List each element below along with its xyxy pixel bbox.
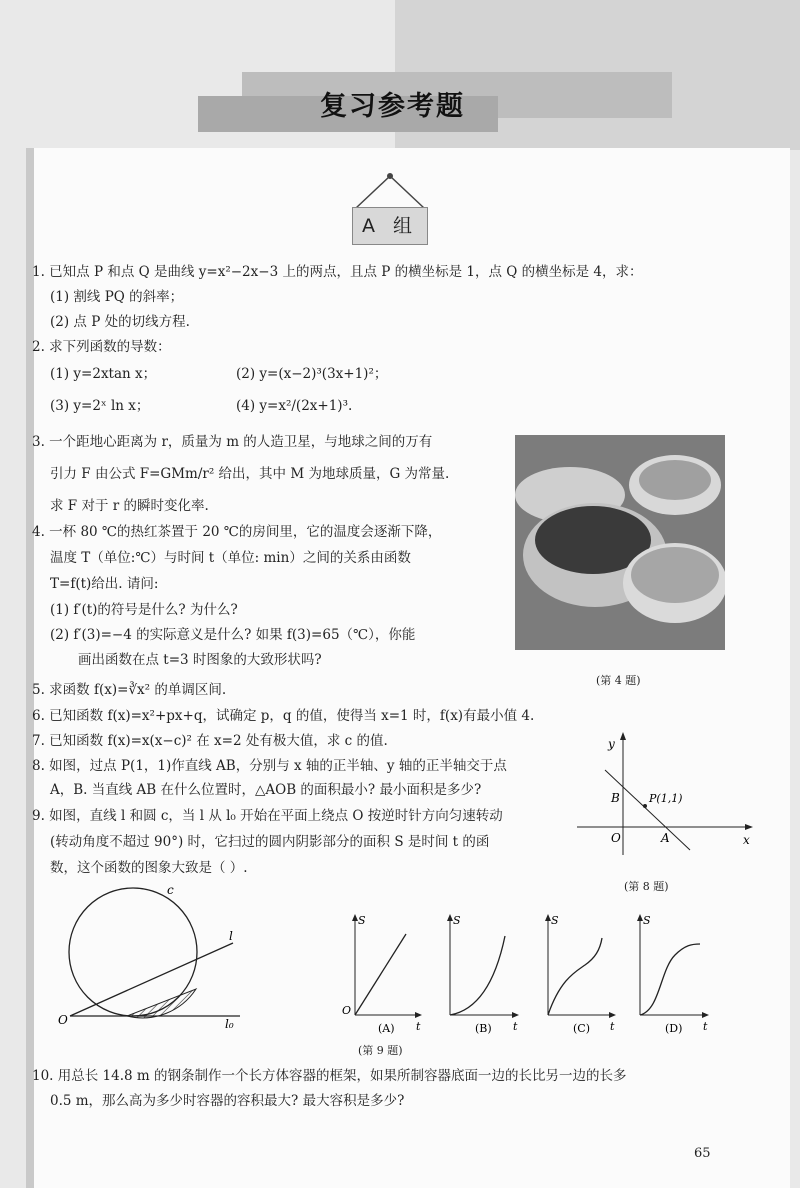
q4-b: 温度 T（单位:℃）与时间 t（单位: min）之间的关系由函数 (50, 550, 411, 566)
q1-1: (1) 割线 PQ 的斜率； (50, 289, 184, 305)
fig8-y: y (608, 737, 615, 751)
graph-a-t: t (416, 1020, 421, 1033)
graph-c (545, 914, 616, 1035)
q7: 7. 已知函数 f(x)=x(x−c)² 在 x=2 处有极大值，求 c 的值. (32, 733, 388, 749)
q4-a: 4. 一杯 80 ℃的热红茶置于 20 ℃的房间里，它的温度会逐渐下降， (32, 524, 442, 540)
graph-b (447, 914, 519, 1035)
q2: 2. 求下列函数的导数： (32, 339, 171, 355)
group-sign: A 组 (352, 207, 428, 245)
q8-b: A，B. 当直线 AB 在什么位置时，△AOB 的面积最小? 最小面积是多少? (50, 782, 482, 798)
graph-d (637, 914, 709, 1035)
q1-2: (2) 点 P 处的切线方程. (50, 314, 190, 330)
q10-a: 10. 用总长 14.8 m 的钢条制作一个长方体容器的框架，如果所制容器底面一边的长比另一边的长多 (32, 1068, 627, 1084)
caption-q9: (第 9 题) (358, 1044, 403, 1057)
q5: 5. 求函数 f(x)=∛x² 的单调区间. (32, 682, 227, 698)
fig9-o: O (58, 1013, 68, 1027)
q4-c: T=f(t)给出. 请问: (50, 576, 159, 592)
fig8-a: A (661, 831, 670, 845)
q3-a: 3. 一个距地心距离为 r，质量为 m 的人造卫星，与地球之间的万有 (32, 434, 433, 450)
fig8-x: x (743, 833, 750, 847)
figure-8 (575, 730, 755, 860)
fig8-o: O (611, 831, 621, 845)
caption-q4: (第 4 题) (596, 674, 641, 687)
q2-2: (2) y=(x−2)³(3x+1)²； (236, 366, 388, 382)
graph-c-s: S (551, 914, 559, 927)
q10-b: 0.5 m，那么高为多少时容器的容积最大? 最大容积是多少? (50, 1093, 405, 1109)
q2-4: (4) y=x²/(2x+1)³. (236, 398, 353, 414)
fig9-l: l (229, 929, 233, 943)
sign-hanger (350, 170, 430, 210)
q9-a: 9. 如图，直线 l 和圆 c，当 l 从 l₀ 开始在平面上绕点 O 按逆时针方向匀速转动 (32, 808, 503, 824)
graph-a-label: (A) (378, 1022, 395, 1035)
graph-d-t: t (703, 1020, 708, 1033)
graph-b-t: t (513, 1020, 518, 1033)
q3-c: 求 F 对于 r 的瞬时变化率. (50, 498, 209, 514)
graph-a (342, 914, 422, 1035)
q4-2b: 画出函数在点 t=3 时图象的大致形状吗? (78, 652, 322, 668)
q6: 6. 已知函数 f(x)=x²+px+q，试确定 p，q 的值，使得当 x=1 时，f(x)有最小值 4. (32, 708, 535, 724)
q9-b: (转动角度不超过 90°) 时，它扫过的圆内阴影部分的面积 S 是时间 t 的函 (50, 834, 490, 850)
fig8-b: B (611, 791, 620, 805)
option-graphs (330, 910, 720, 1040)
q9-c: 数，这个函数的图象大致是（ ）. (50, 860, 248, 876)
q8-a: 8. 如图，过点 P(1，1)作直线 AB，分别与 x 轴的正半轴、y 轴的正半轴交于点 (32, 758, 507, 774)
page-title: 复习参考题 (320, 91, 465, 122)
fig9-l0: l₀ (225, 1017, 234, 1030)
graph-b-label: (B) (475, 1022, 492, 1035)
graph-d-s: S (643, 914, 651, 927)
tea-photo (515, 435, 725, 650)
fig8-p: P(1,1) (649, 792, 683, 805)
fig9-c: c (167, 883, 174, 897)
graph-a-o: O (342, 1004, 352, 1017)
q4-2: (2) f′(3)=−4 的实际意义是什么? 如果 f(3)=65（℃），你能 (50, 627, 416, 643)
q4-1: (1) f′(t)的符号是什么? 为什么? (50, 602, 238, 618)
q1: 1. 已知点 P 和点 Q 是曲线 y=x²−2x−3 上的两点，且点 P 的横坐标是 1，点 Q 的横坐标是 4，求： (32, 264, 643, 280)
graph-a-s: S (358, 914, 366, 927)
graph-b-s: S (453, 914, 461, 927)
q2-3: (3) y=2ˣ ln x； (50, 398, 150, 414)
q3-b: 引力 F 由公式 F=GMm/r² 给出，其中 M 为地球质量，G 为常量. (50, 466, 450, 482)
graph-c-label: (C) (573, 1022, 590, 1035)
page-number: 65 (694, 1146, 711, 1161)
caption-q8: (第 8 题) (624, 880, 669, 893)
q2-1: (1) y=2xtan x； (50, 366, 157, 382)
figure-9 (55, 880, 255, 1030)
graph-d-label: (D) (665, 1022, 683, 1035)
graph-c-t: t (610, 1020, 615, 1033)
